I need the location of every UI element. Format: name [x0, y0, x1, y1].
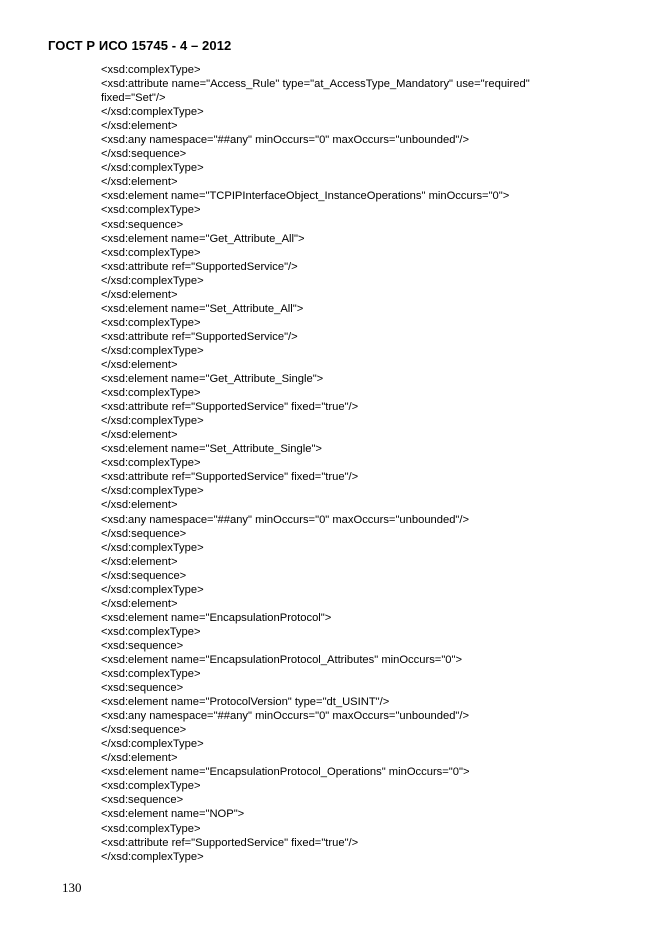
- code-line: <xsd:element name="Get_Attribute_Single">: [101, 373, 324, 386]
- code-line: <xsd:complexType>: [101, 246, 201, 259]
- code-line: <xsd:any namespace="##any" minOccurs="0" maxOccurs="unbounded"/>: [101, 710, 470, 723]
- code-line: </xsd:complexType>: [101, 738, 204, 751]
- code-line: <xsd:any namespace="##any" minOccurs="0" maxOccurs="unbounded"/>: [101, 513, 470, 526]
- code-line: <xsd:element name="EncapsulationProtocol_Attributes" minOccurs="0">: [101, 653, 463, 666]
- code-line: </xsd:complexType>: [101, 850, 204, 863]
- code-line: <xsd:complexType>: [101, 457, 201, 470]
- code-line: <xsd:complexType>: [101, 822, 201, 835]
- code-line: <xsd:element name="Get_Attribute_All">: [101, 232, 305, 245]
- code-line: <xsd:complexType>: [101, 780, 201, 793]
- code-line: </xsd:element>: [101, 499, 178, 512]
- code-line: <xsd:sequence>: [101, 794, 184, 807]
- code-line: </xsd:element>: [101, 176, 178, 189]
- code-line: <xsd:sequence>: [101, 682, 184, 695]
- code-line: </xsd:sequence>: [101, 148, 187, 161]
- xsd-code-block: [101, 63, 601, 864]
- code-line: <xsd:element name="NOP">: [101, 808, 245, 821]
- document-header: ГОСТ Р ИСО 15745 - 4 – 2012: [48, 38, 232, 53]
- code-line: <xsd:attribute name="Access_Rule" type="at_AccessType_Mandatory" use="required": [101, 78, 530, 91]
- code-line: <xsd:attribute ref="SupportedService"/>: [101, 330, 298, 343]
- code-line: <xsd:complexType>: [101, 204, 201, 217]
- code-line: <xsd:any namespace="##any" minOccurs="0" maxOccurs="unbounded"/>: [101, 134, 470, 147]
- code-line: </xsd:complexType>: [101, 583, 204, 596]
- code-line: <xsd:complexType>: [101, 387, 201, 400]
- code-line: </xsd:complexType>: [101, 541, 204, 554]
- code-line: </xsd:sequence>: [101, 724, 187, 737]
- code-line: </xsd:complexType>: [101, 415, 204, 428]
- code-line: <xsd:complexType>: [101, 625, 201, 638]
- code-line: fixed="Set"/>: [101, 92, 166, 105]
- code-line: </xsd:complexType>: [101, 274, 204, 287]
- code-line: </xsd:sequence>: [101, 569, 187, 582]
- code-line: </xsd:complexType>: [101, 162, 204, 175]
- code-line: <xsd:element name="TCPIPInterfaceObject_InstanceOperations" minOccurs="0">: [101, 190, 510, 203]
- code-line: </xsd:complexType>: [101, 106, 204, 119]
- code-line: <xsd:complexType>: [101, 64, 201, 76]
- code-line: <xsd:attribute ref="SupportedService" fixed="true"/>: [101, 401, 359, 414]
- page-number: 130: [62, 880, 82, 895]
- code-line: <xsd:attribute ref="SupportedService" fixed="true"/>: [101, 836, 359, 849]
- code-line: </xsd:element>: [101, 555, 178, 568]
- code-line: <xsd:sequence>: [101, 218, 184, 231]
- code-line: </xsd:element>: [101, 120, 178, 133]
- code-line: <xsd:element name="ProtocolVersion" type="dt_USINT"/>: [101, 696, 390, 709]
- code-line: <xsd:element name="EncapsulationProtocol">: [101, 611, 332, 624]
- code-line: <xsd:attribute ref="SupportedService" fixed="true"/>: [101, 471, 359, 484]
- code-line: <xsd:element name="Set_Attribute_All">: [101, 302, 304, 315]
- code-line: </xsd:element>: [101, 358, 178, 371]
- code-line: <xsd:complexType>: [101, 668, 201, 681]
- code-line: </xsd:element>: [101, 597, 178, 610]
- code-line: <xsd:sequence>: [101, 639, 184, 652]
- code-line: <xsd:attribute ref="SupportedService"/>: [101, 260, 298, 273]
- code-line: </xsd:element>: [101, 429, 178, 442]
- code-line: </xsd:complexType>: [101, 344, 204, 357]
- code-line: </xsd:complexType>: [101, 485, 204, 498]
- code-line: </xsd:element>: [101, 288, 178, 301]
- code-line: <xsd:complexType>: [101, 316, 201, 329]
- code-line: <xsd:element name="Set_Attribute_Single">: [101, 443, 322, 456]
- code-line: </xsd:element>: [101, 752, 178, 765]
- code-line: </xsd:sequence>: [101, 527, 187, 540]
- code-line: <xsd:element name="EncapsulationProtocol_Operations" minOccurs="0">: [101, 766, 470, 779]
